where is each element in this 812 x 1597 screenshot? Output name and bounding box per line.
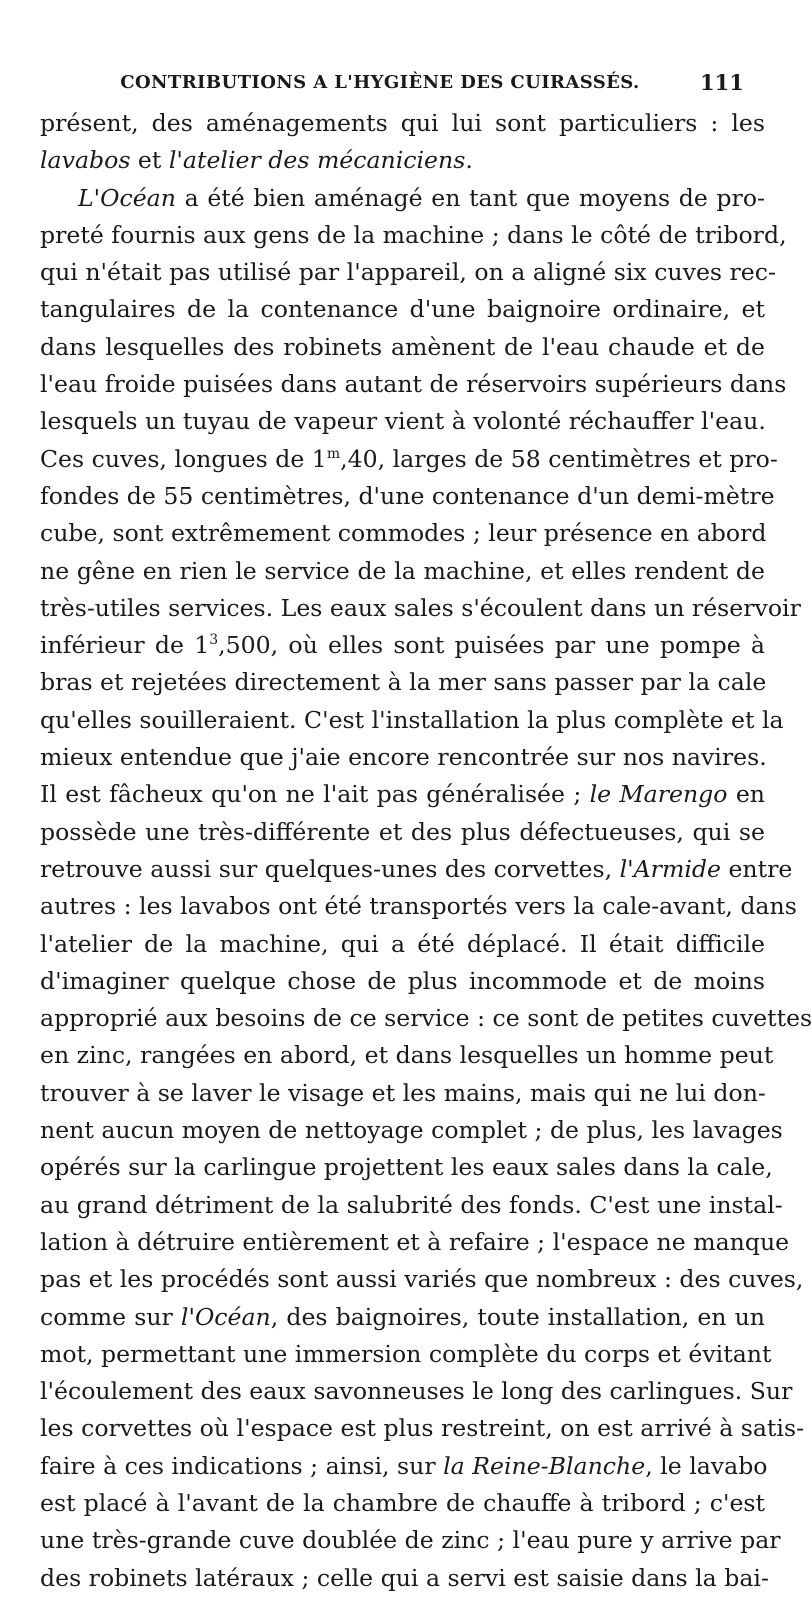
text-line: [40, 1299, 765, 1336]
text-line: [40, 963, 765, 1000]
text-line: [40, 664, 765, 701]
text-line: [40, 851, 793, 888]
text-line: [40, 180, 765, 217]
running-title: CONTRIBUTIONS A L'HYGIÈNE DES CUIRASSÉS.: [120, 72, 640, 93]
italic-text: L'Océan: [78, 183, 176, 212]
text-line: [40, 1373, 793, 1410]
text-run: dans lesquelles des robinets amènent de l'eau chaude et de: [40, 332, 765, 361]
text-line: [40, 1187, 783, 1224]
italic-text: l'Océan: [180, 1302, 271, 1331]
text-run: en: [727, 780, 765, 809]
text-run: trouver à se laver le visage et les mains, mais qui ne lui don-: [40, 1078, 766, 1107]
text-line: [40, 553, 765, 590]
text-run: autres : les lavabos ont été transportés vers la cale-avant, dans: [40, 892, 797, 921]
superscript-unit: 3: [209, 632, 219, 649]
text-line: [40, 329, 765, 366]
text-line: [40, 478, 775, 515]
page-header: [0, 70, 800, 100]
text-run: tangulaires de la contenance d'une baignoire ordinaire, et: [40, 295, 765, 324]
text-line: [40, 590, 801, 627]
text-run: qui n'était pas utilisé par l'appareil, on a aligné six cuves rec-: [40, 258, 776, 287]
text-line: [40, 291, 765, 328]
text-line: [40, 1485, 765, 1522]
text-run: inférieur de 1: [40, 631, 210, 660]
text-run: pas et les procédés sont aussi variés que nombreux : des cuves,: [40, 1265, 804, 1294]
text-line: [40, 366, 787, 403]
text-run: est placé à l'avant de la chambre de chauffe à tribord ; c'est: [40, 1488, 765, 1517]
text-run: des robinets latéraux ; celle qui a servi est saisie dans la bai-: [40, 1563, 769, 1592]
text-run: lation à détruire entièrement et à refaire ; l'espace ne manque: [40, 1227, 790, 1256]
superscript-unit: m: [326, 445, 341, 462]
italic-text: la Reine-Blanche: [443, 1451, 646, 1480]
text-run: présent, des aménagements qui lui sont particuliers : les: [40, 109, 765, 137]
italic-text: lavabos: [40, 146, 131, 175]
text-line: [40, 1224, 790, 1261]
text-run: au grand détriment de la salubrité des fonds. C'est une instal-: [40, 1190, 783, 1219]
text-run: Ces cuves, longues de 1: [40, 444, 327, 473]
text-run: possède une très-différente et des plus défectueuses, qui se: [40, 817, 765, 846]
text-run: d'imaginer quelque chose de plus incommode et de moins: [40, 966, 765, 995]
text-line: [40, 1522, 781, 1559]
text-line: [40, 1336, 772, 1373]
text-run: faire à ces indications ; ainsi, sur: [40, 1451, 444, 1480]
text-run: les corvettes où l'espace est plus restreint, on est arrivé à satis-: [40, 1414, 805, 1443]
text-run: entre: [720, 854, 793, 883]
text-line: [40, 702, 784, 739]
text-run: lesquels un tuyau de vapeur vient à volonté réchauffer l'eau.: [40, 407, 766, 436]
italic-text: le Marengo: [589, 780, 728, 809]
text-line: [40, 888, 797, 925]
text-line: [40, 627, 765, 664]
text-line: [40, 1037, 774, 1074]
text-line: [40, 814, 765, 851]
text-run: très-utiles services. Les eaux sales s'écoulent dans un réservoir: [40, 593, 801, 622]
text-run: approprié aux besoins de ce service : ce sont de petites cuvettes: [40, 1004, 812, 1033]
text-run: l'écoulement des eaux savonneuses le long des carlingues. Sur: [40, 1377, 793, 1406]
text-run: et: [130, 146, 169, 175]
text-run: opérés sur la carlingue projettent les eaux sales dans la cale,: [40, 1153, 773, 1182]
text-line: [40, 142, 765, 179]
text-run: cube, sont extrêmement commodes ; leur présence en abord: [40, 519, 767, 548]
page-number: 111: [700, 70, 744, 95]
text-line: [40, 1410, 805, 1447]
text-run: , des baignoires, toute installation, en un: [270, 1302, 765, 1331]
text-run: ,40, larges de 58 centimètres et pro-: [340, 444, 778, 473]
text-run: .: [465, 146, 473, 175]
text-line: [40, 1560, 769, 1597]
text-run: en zinc, rangées en abord, et dans lesquelles un homme peut: [40, 1041, 774, 1070]
text-line: [40, 441, 778, 478]
text-run: bras et rejetées directement à la mer sans passer par la cale: [40, 668, 767, 697]
text-run: ne gêne en rien le service de la machine, et elles rendent de: [40, 556, 765, 585]
text-line: [40, 105, 765, 142]
text-run: comme sur: [40, 1302, 181, 1331]
text-line: [40, 515, 765, 552]
text-run: qu'elles souilleraient. C'est l'installation la plus complète et la: [40, 705, 784, 734]
text-run: ,500, où elles sont puisées par une pompe à: [218, 631, 765, 660]
text-line: [40, 776, 765, 813]
text-run: fondes de 55 centimètres, d'une contenance d'un demi-mètre: [40, 481, 775, 510]
text-line: [40, 403, 765, 440]
text-line: [40, 1112, 783, 1149]
text-run: retrouve aussi sur quelques-unes des corvettes,: [40, 854, 620, 883]
italic-text: l'atelier des mécaniciens: [168, 146, 466, 175]
text-line: [40, 254, 776, 291]
text-run: mieux entendue que j'aie encore rencontrée sur nos navires.: [40, 743, 767, 772]
text-run: a été bien aménagé en tant que moyens de pro-: [175, 183, 765, 212]
text-line: [40, 1000, 812, 1037]
text-run: preté fournis aux gens de la machine ; dans le côté de tribord,: [40, 220, 787, 249]
text-line: [40, 217, 787, 254]
text-line: [40, 1075, 765, 1112]
text-run: l'atelier de la machine, qui a été déplacé. Il était difficile: [40, 929, 765, 958]
text-run: une très-grande cuve doublée de zinc ; l'eau pure y arrive par: [40, 1526, 781, 1555]
text-run: mot, permettant une immersion complète du corps et évitant: [40, 1339, 772, 1368]
text-run: Il est fâcheux qu'on ne l'ait pas généralisée ;: [40, 780, 590, 809]
text-run: l'eau froide puisées dans autant de réservoirs supérieurs dans: [40, 370, 787, 399]
body-text: [40, 105, 812, 1597]
text-line: [40, 1448, 768, 1485]
italic-text: l'Armide: [619, 854, 721, 883]
text-run: , le lavabo: [645, 1451, 768, 1480]
text-line: [40, 1261, 804, 1298]
text-line: [40, 739, 765, 776]
text-line: [40, 926, 765, 963]
text-run: nent aucun moyen de nettoyage complet ; de plus, les lavages: [40, 1116, 783, 1145]
text-line: [40, 1149, 773, 1186]
